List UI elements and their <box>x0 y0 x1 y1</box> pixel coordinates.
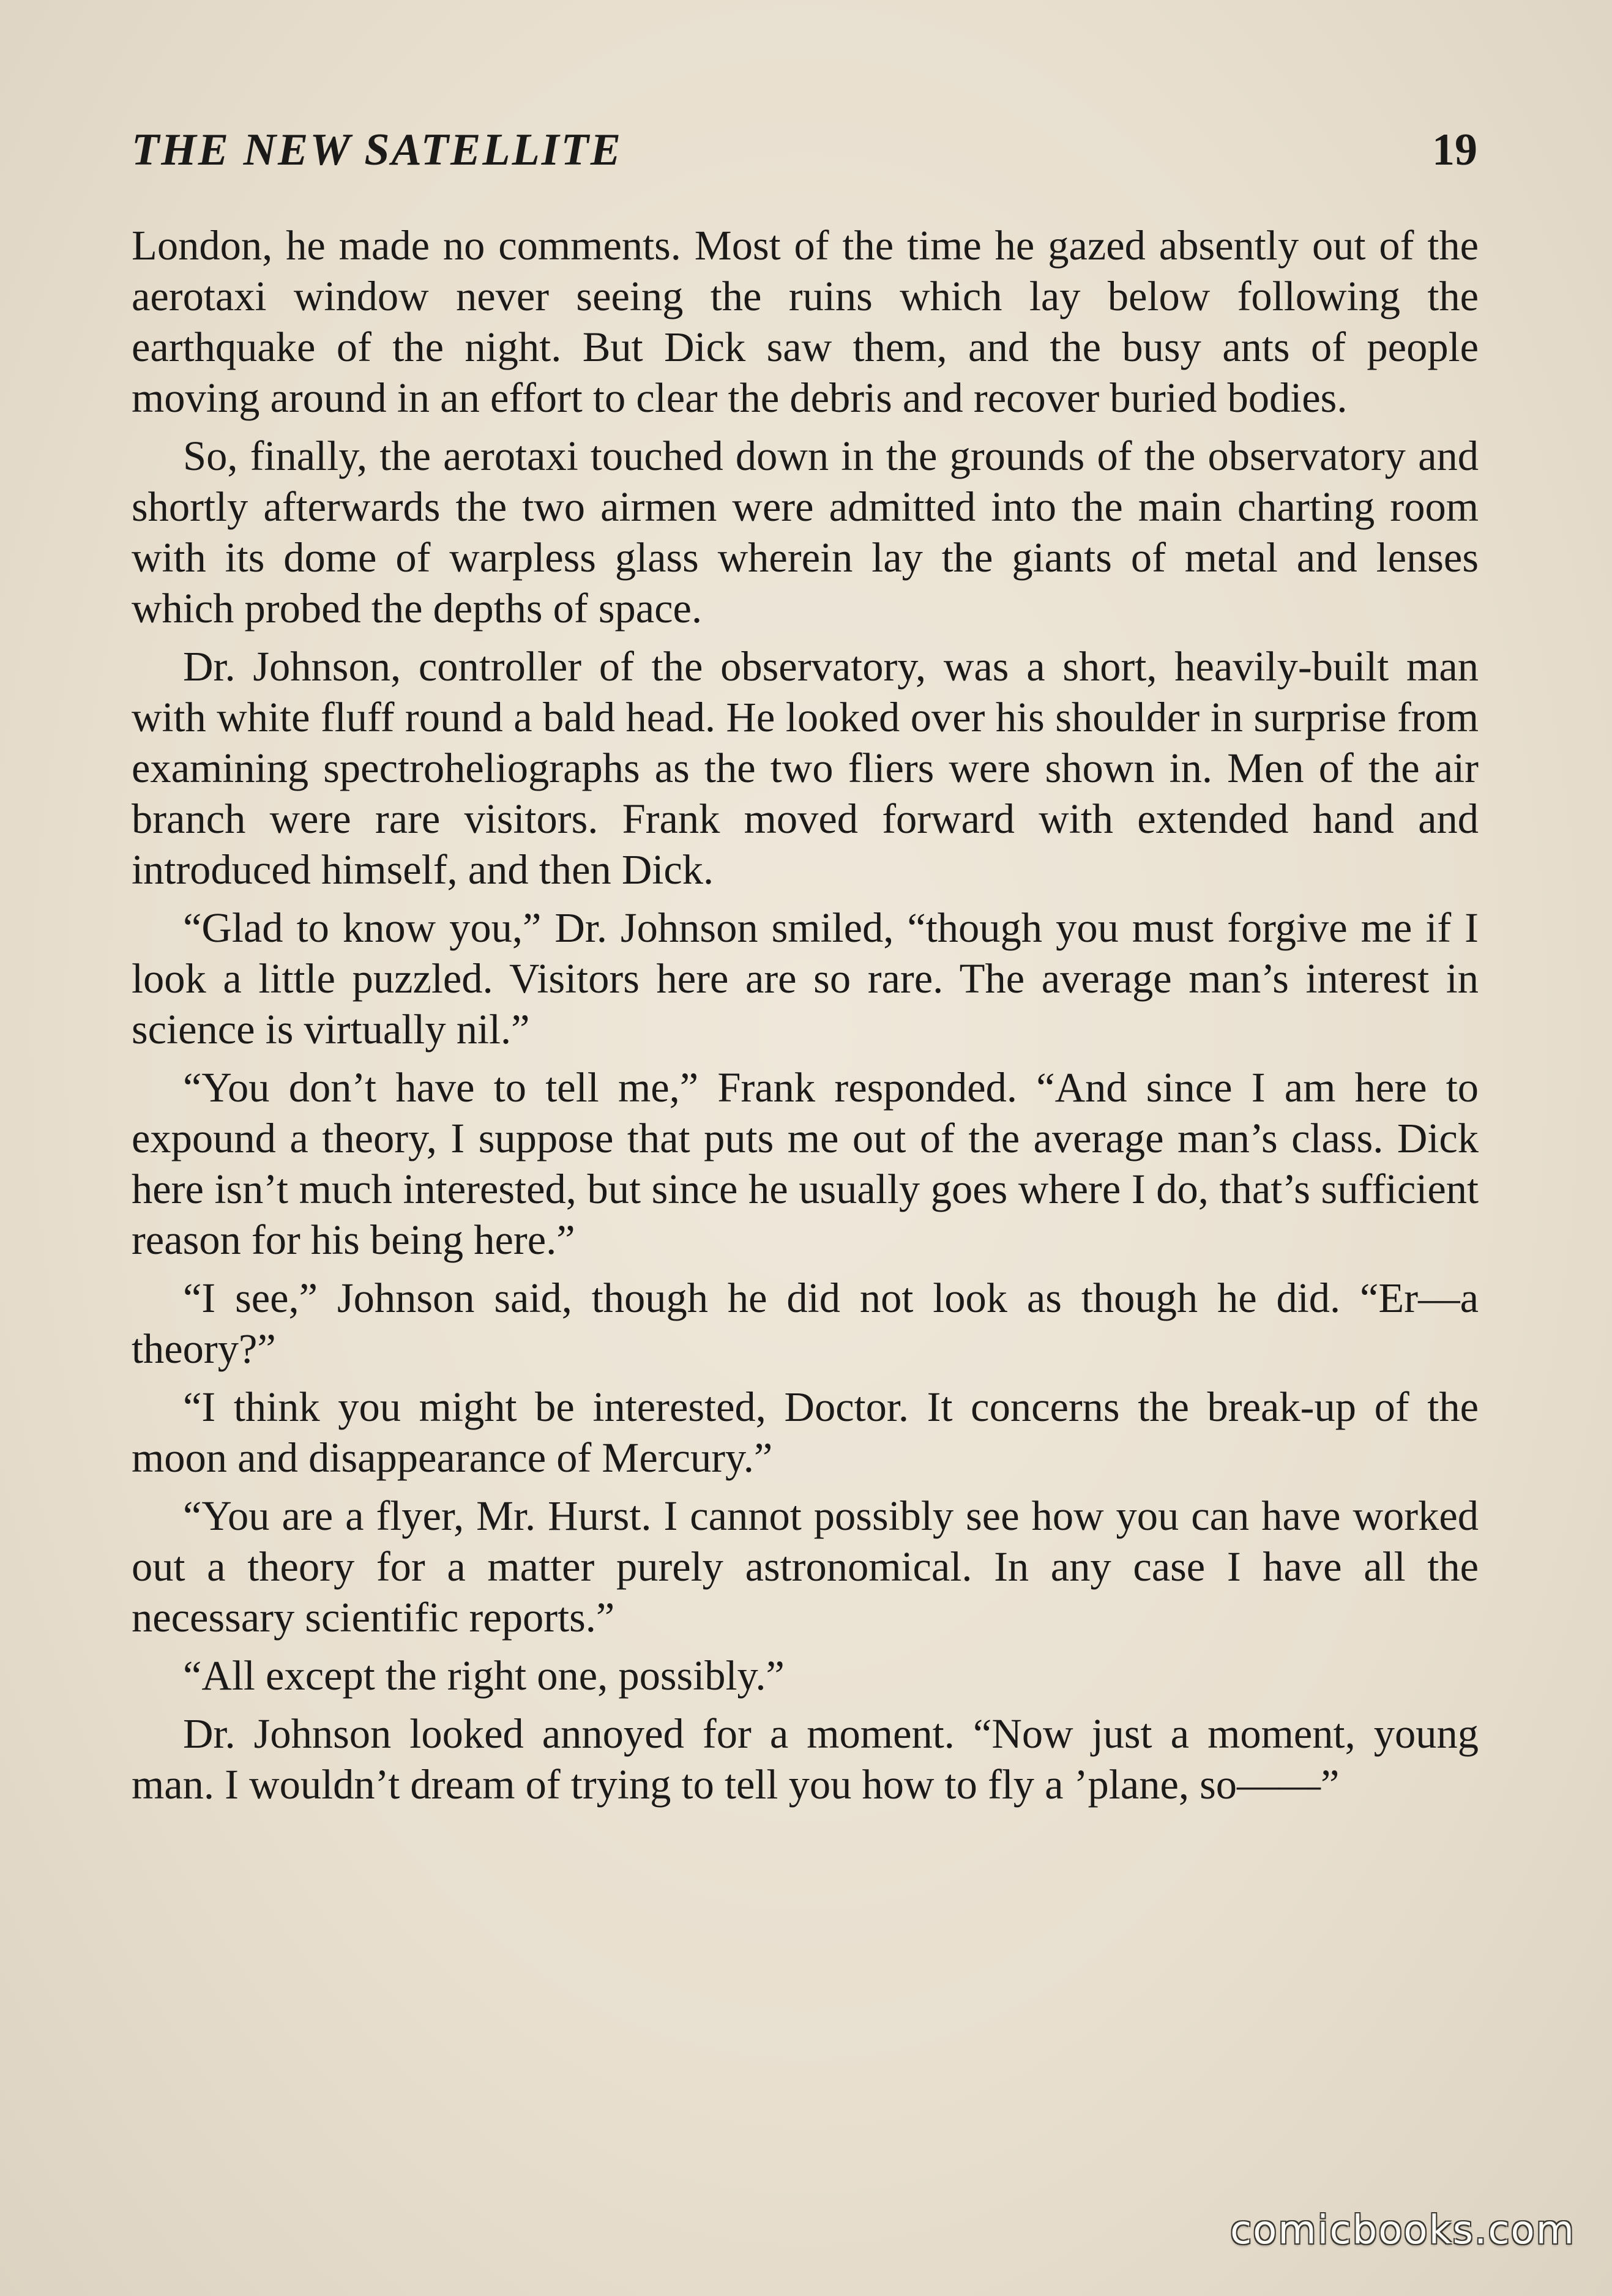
paragraph: Dr. Johnson looked annoyed for a moment. “Now just a moment, young man. I wouldn’t dream of trying to tell you how to fly a ’plane, so——” <box>132 1710 1479 1808</box>
site-watermark: comicbooks.com <box>1230 2208 1575 2253</box>
paragraph: “All except the right one, possibly.” <box>183 1652 785 1699</box>
paragraph: London, he made no comments. Most of the time he gazed absently out of the aerotaxi window never seeing the ruins which lay below following the earthquake of the night. But Dick saw them, and the busy ants of people moving around in an effort to clear the debris and recover buried bodies. <box>132 222 1479 421</box>
body-text <box>132 220 1479 1817</box>
paragraph: “You are a flyer, Mr. Hurst. I cannot possibly see how you can have worked out a theory for a matter purely astronomical. In any case I have all the necessary scientific reports.” <box>132 1493 1479 1641</box>
paragraph: “Glad to know you,” Dr. Johnson smiled, “though you must forgive me if I look a little puzzled. Visitors here are so rare. The average man’s interest in science is virtually nil.” <box>132 904 1479 1053</box>
running-title: THE NEW SATELLITE <box>132 124 623 175</box>
paragraph: “You don’t have to tell me,” Frank responded. “And since I am here to expound a theory, I suppose that puts me out of the average man’s class. Dick here isn’t much interested, but since he usually goes where I do, that’s sufficient reason for his being here.” <box>132 1064 1479 1263</box>
page-number: 19 <box>1432 124 1477 175</box>
running-head <box>132 119 1477 181</box>
paragraph: So, finally, the aerotaxi touched down in the grounds of the observatory and shortly afterwards the two airmen were admitted into the main charting room with its dome of warpless glass wherein lay the giants of metal and lenses which probed the depths of space. <box>132 433 1479 632</box>
paragraph: Dr. Johnson, controller of the observatory, was a short, heavily-built man with white fluff round a bald head. He looked over his shoulder in surprise from examining spectroheliographs as the two fliers were shown in. Men of the air branch were rare visitors. Frank moved forward with extended hand and introduced himself, and then Dick. <box>132 643 1479 893</box>
paragraph: “I think you might be interested, Doctor. It concerns the break-up of the moon and disappearance of Mercury.” <box>132 1384 1479 1481</box>
paragraph: “I see,” Johnson said, though he did not look as though he did. “Er—a theory?” <box>132 1275 1479 1372</box>
